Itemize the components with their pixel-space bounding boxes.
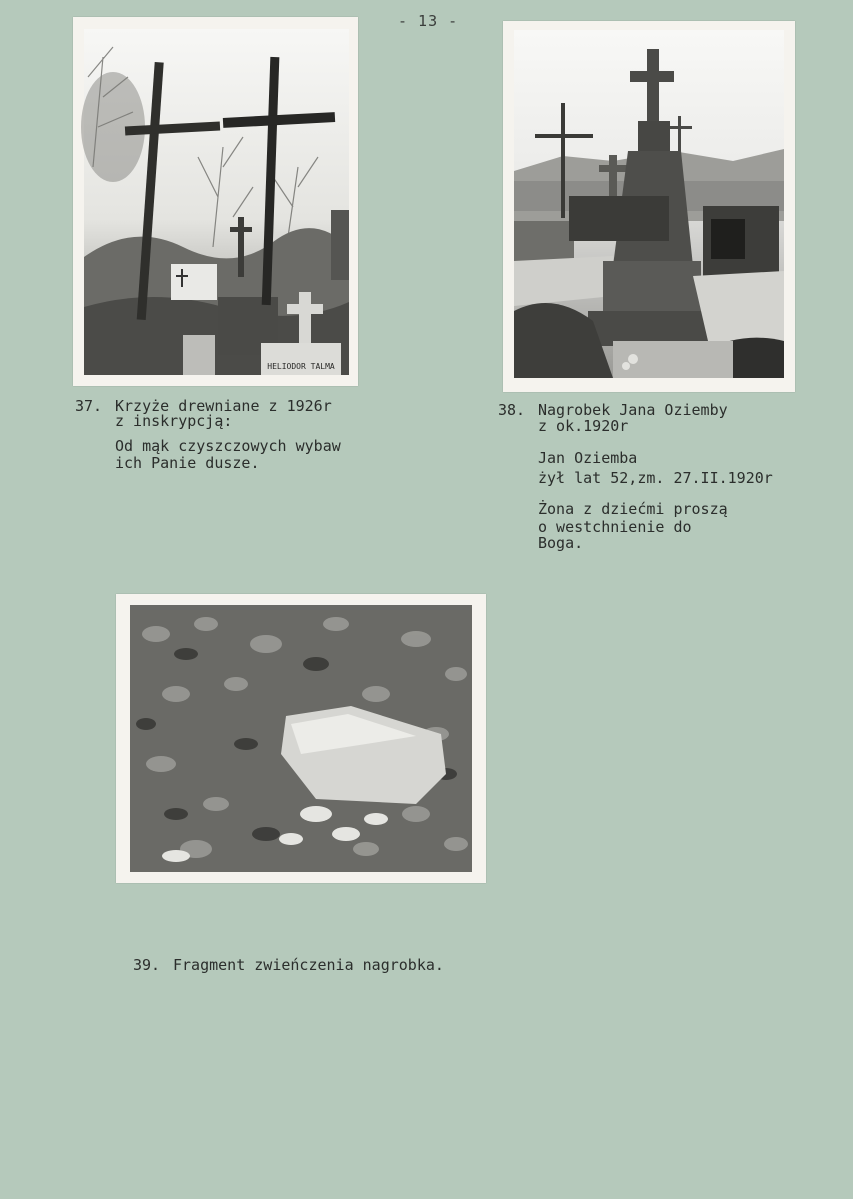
caption-37-number: 37. [75, 397, 103, 415]
page-number: - 13 - [398, 12, 459, 30]
tombstone-inscription: HELIODOR TALMA [267, 362, 335, 371]
crown-fragment-image [116, 594, 486, 883]
caption-39-number: 39. [133, 956, 161, 974]
caption-38-title-line-1: Nagrobek Jana Oziemby [538, 401, 728, 419]
caption-37 [75, 397, 341, 510]
caption-38-number: 38. [498, 401, 526, 419]
caption-37-quote-line-1: Od mąk czyszczowych wybaw [115, 437, 341, 455]
caption-38-quote-line-3: Boga. [538, 534, 584, 552]
caption-38-title-line-2: z ok.1920r [538, 417, 629, 435]
caption-38-quote-line-2: o westchnienie do [538, 518, 692, 536]
caption-37-title-line-1: Krzyże drewniane z 1926r [115, 397, 332, 415]
caption-39 [133, 956, 444, 1021]
photo-crown-fragment [116, 594, 486, 883]
oziemba-tombstone-image [503, 21, 795, 392]
caption-37-quote-line-2: ich Panie dusze. [115, 454, 260, 472]
caption-38 [498, 401, 773, 562]
caption-38-name-line-2: żył lat 52,zm. 27.II.1920r [538, 469, 773, 487]
caption-37-title-line-2: z inskrypcją: [115, 412, 233, 430]
photo-wooden-crosses [73, 17, 358, 386]
caption-38-quote-line-1: Żona z dziećmi proszą [538, 500, 728, 518]
caption-39-title: Fragment zwieńczenia nagrobka. [173, 956, 444, 974]
photo-oziemba-tombstone [503, 21, 795, 392]
wooden-crosses-image [73, 17, 358, 386]
caption-38-name-line-1: Jan Oziemba [538, 449, 638, 467]
